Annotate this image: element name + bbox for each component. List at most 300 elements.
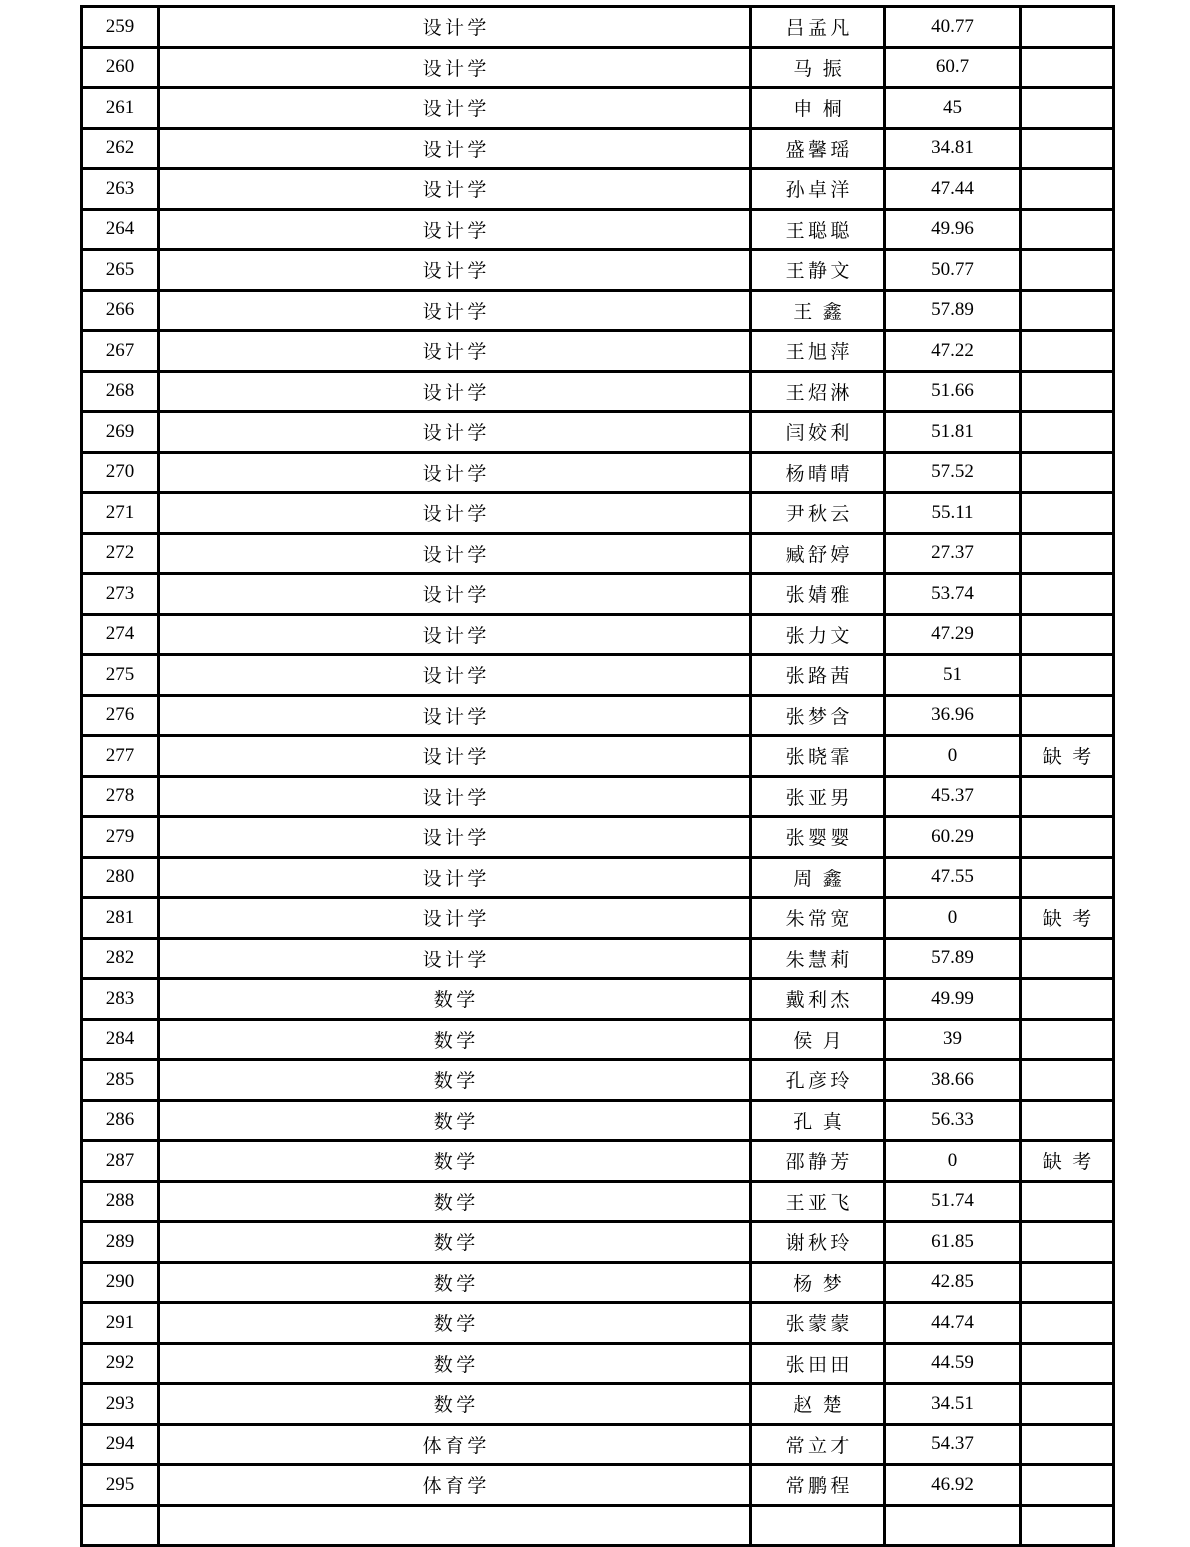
row-number-cell: 282 [82, 938, 159, 979]
row-number-cell: 266 [82, 290, 159, 331]
row-number-cell: 277 [82, 736, 159, 777]
remark-cell [1021, 1262, 1114, 1303]
name-cell [751, 290, 885, 331]
major-cell [159, 655, 751, 696]
table-row [82, 1100, 1114, 1141]
table-row [82, 614, 1114, 655]
major-cell [159, 1424, 751, 1465]
major-cell [159, 1181, 751, 1222]
major-cell [159, 1384, 751, 1425]
major-cell [159, 1060, 751, 1101]
major-label: 设计学 [422, 301, 490, 323]
major-label: 数学 [433, 1152, 479, 1174]
major-label: 设计学 [422, 18, 490, 40]
score-cell: 60.7 [885, 47, 1021, 88]
major-cell [159, 88, 751, 129]
major-label: 数学 [433, 1354, 479, 1376]
row-number-cell: 269 [82, 412, 159, 453]
table-row [82, 128, 1114, 169]
name-cell [751, 898, 885, 939]
table-row [82, 47, 1114, 88]
name-cell [751, 655, 885, 696]
major-label: 设计学 [422, 787, 490, 809]
student-name: 王聪聪 [785, 220, 853, 242]
table-row [82, 331, 1114, 372]
major-label: 设计学 [422, 544, 490, 566]
remark-cell [1021, 1465, 1114, 1506]
table-row [82, 574, 1114, 615]
score-cell: 27.37 [885, 533, 1021, 574]
student-name: 张晓霏 [785, 747, 853, 769]
student-name: 张路茜 [785, 666, 853, 688]
score-cell: 0 [885, 736, 1021, 777]
major-label: 数学 [433, 1071, 479, 1093]
student-name: 张力文 [785, 625, 853, 647]
major-cell [159, 452, 751, 493]
remark-cell [1021, 331, 1114, 372]
major-cell [159, 1100, 751, 1141]
table-row [82, 7, 1114, 48]
major-label: 设计学 [422, 382, 490, 404]
table-row [82, 493, 1114, 534]
remark-cell [1021, 1060, 1114, 1101]
name-cell [751, 695, 885, 736]
student-name: 张田田 [785, 1354, 853, 1376]
remark-cell [1021, 493, 1114, 534]
name-cell [751, 574, 885, 615]
major-label: 体育学 [422, 1435, 490, 1457]
name-cell [751, 1465, 885, 1506]
score-cell: 46.92 [885, 1465, 1021, 1506]
score-cell: 49.99 [885, 979, 1021, 1020]
name-cell [751, 371, 885, 412]
student-name: 吕孟凡 [785, 18, 853, 40]
score-cell: 0 [885, 1141, 1021, 1182]
table-row [82, 817, 1114, 858]
name-cell [751, 736, 885, 777]
major-cell [159, 614, 751, 655]
row-number-cell: 262 [82, 128, 159, 169]
table-row [82, 776, 1114, 817]
table-row [82, 1181, 1114, 1222]
name-cell [751, 1343, 885, 1384]
student-name: 张梦含 [785, 706, 853, 728]
student-name: 王炤淋 [785, 382, 853, 404]
major-cell [159, 533, 751, 574]
student-name: 王静文 [785, 261, 853, 283]
row-number-cell: 283 [82, 979, 159, 1020]
remark-cell [1021, 898, 1114, 939]
major-label: 设计学 [422, 180, 490, 202]
remark-cell [1021, 250, 1114, 291]
name-cell [751, 1424, 885, 1465]
remark-cell [1021, 776, 1114, 817]
row-number-cell: 271 [82, 493, 159, 534]
name-cell [751, 47, 885, 88]
student-name: 张婧雅 [785, 585, 853, 607]
remark-cell [1021, 412, 1114, 453]
score-cell: 50.77 [885, 250, 1021, 291]
table-row [82, 1424, 1114, 1465]
major-label: 数学 [433, 1233, 479, 1255]
score-cell: 55.11 [885, 493, 1021, 534]
row-number-cell: 270 [82, 452, 159, 493]
major-cell [159, 169, 751, 210]
student-name: 周鑫 [793, 868, 853, 890]
table-row [82, 209, 1114, 250]
score-cell: 42.85 [885, 1262, 1021, 1303]
row-number-cell [82, 1505, 159, 1546]
row-number-cell: 273 [82, 574, 159, 615]
student-name: 谢秋玲 [785, 1233, 853, 1255]
major-cell [159, 1019, 751, 1060]
table-row [82, 1019, 1114, 1060]
score-cell: 51.66 [885, 371, 1021, 412]
student-name: 马振 [793, 58, 853, 80]
major-label: 设计学 [422, 949, 490, 971]
table-row [82, 412, 1114, 453]
remark-cell [1021, 574, 1114, 615]
student-name: 尹秋云 [785, 504, 853, 526]
remark-cell [1021, 1019, 1114, 1060]
remark-cell [1021, 290, 1114, 331]
score-cell: 53.74 [885, 574, 1021, 615]
major-cell [159, 493, 751, 534]
score-cell: 44.59 [885, 1343, 1021, 1384]
name-cell [751, 614, 885, 655]
major-cell [159, 128, 751, 169]
name-cell [751, 1060, 885, 1101]
remark-cell [1021, 1222, 1114, 1263]
name-cell [751, 857, 885, 898]
name-cell [751, 1222, 885, 1263]
student-name: 杨晴晴 [785, 463, 853, 485]
major-label: 体育学 [422, 1476, 490, 1498]
row-number-cell: 286 [82, 1100, 159, 1141]
row-number-cell: 267 [82, 331, 159, 372]
score-cell: 34.81 [885, 128, 1021, 169]
student-name: 杨梦 [793, 1273, 853, 1295]
remark-cell [1021, 7, 1114, 48]
student-name: 张蒙蒙 [785, 1314, 853, 1336]
major-label: 设计学 [422, 625, 490, 647]
major-label: 设计学 [422, 261, 490, 283]
major-cell [159, 898, 751, 939]
row-number-cell: 295 [82, 1465, 159, 1506]
name-cell [751, 1100, 885, 1141]
row-number-cell: 268 [82, 371, 159, 412]
score-cell: 61.85 [885, 1222, 1021, 1263]
score-cell: 57.52 [885, 452, 1021, 493]
student-name: 张婴婴 [785, 828, 853, 850]
student-name: 臧舒婷 [785, 544, 853, 566]
major-cell [159, 857, 751, 898]
table-row [82, 1343, 1114, 1384]
score-cell: 36.96 [885, 695, 1021, 736]
name-cell [751, 1262, 885, 1303]
student-name: 常立才 [785, 1435, 853, 1457]
remark-label: 缺考 [1042, 1152, 1102, 1174]
score-cell: 57.89 [885, 290, 1021, 331]
major-cell [159, 1505, 751, 1546]
row-number-cell: 276 [82, 695, 159, 736]
row-number-cell: 290 [82, 1262, 159, 1303]
score-cell [885, 1505, 1021, 1546]
major-label: 设计学 [422, 342, 490, 364]
student-name: 闫姣利 [785, 423, 853, 445]
student-name: 朱常宽 [785, 909, 853, 931]
name-cell [751, 452, 885, 493]
row-number-cell: 287 [82, 1141, 159, 1182]
major-label: 设计学 [422, 99, 490, 121]
remark-cell [1021, 655, 1114, 696]
score-cell: 39 [885, 1019, 1021, 1060]
name-cell [751, 1303, 885, 1344]
row-number-cell: 275 [82, 655, 159, 696]
remark-cell [1021, 1424, 1114, 1465]
major-label: 设计学 [422, 666, 490, 688]
row-number-cell: 291 [82, 1303, 159, 1344]
remark-cell [1021, 128, 1114, 169]
major-cell [159, 331, 751, 372]
row-number-cell: 281 [82, 898, 159, 939]
major-label: 设计学 [422, 58, 490, 80]
score-table [80, 5, 1115, 1547]
remark-cell [1021, 979, 1114, 1020]
score-cell: 56.33 [885, 1100, 1021, 1141]
major-label: 数学 [433, 1192, 479, 1214]
row-number-cell: 284 [82, 1019, 159, 1060]
table-row [82, 169, 1114, 210]
remark-cell [1021, 736, 1114, 777]
student-name: 孔真 [793, 1111, 853, 1133]
major-cell [159, 736, 751, 777]
name-cell [751, 1505, 885, 1546]
remark-cell [1021, 1181, 1114, 1222]
score-cell: 60.29 [885, 817, 1021, 858]
name-cell [751, 169, 885, 210]
student-name: 王旭萍 [785, 342, 853, 364]
score-cell: 47.55 [885, 857, 1021, 898]
table-row [82, 250, 1114, 291]
major-label: 设计学 [422, 220, 490, 242]
student-name: 邵静芳 [785, 1152, 853, 1174]
row-number-cell: 293 [82, 1384, 159, 1425]
major-cell [159, 412, 751, 453]
remark-cell [1021, 695, 1114, 736]
row-number-cell: 274 [82, 614, 159, 655]
row-number-cell: 279 [82, 817, 159, 858]
row-number-cell: 294 [82, 1424, 159, 1465]
student-name: 申桐 [793, 99, 853, 121]
row-number-cell: 260 [82, 47, 159, 88]
name-cell [751, 533, 885, 574]
name-cell [751, 412, 885, 453]
row-number-cell: 261 [82, 88, 159, 129]
major-cell [159, 250, 751, 291]
name-cell [751, 331, 885, 372]
student-name: 朱慧莉 [785, 949, 853, 971]
remark-label: 缺考 [1042, 747, 1102, 769]
name-cell [751, 1384, 885, 1425]
major-cell [159, 979, 751, 1020]
row-number-cell: 288 [82, 1181, 159, 1222]
student-name: 盛馨瑶 [785, 139, 853, 161]
remark-cell [1021, 1384, 1114, 1425]
remark-label: 缺考 [1042, 909, 1102, 931]
remark-cell [1021, 857, 1114, 898]
score-cell: 44.74 [885, 1303, 1021, 1344]
table-row [82, 1060, 1114, 1101]
major-cell [159, 7, 751, 48]
name-cell [751, 493, 885, 534]
major-cell [159, 817, 751, 858]
table-row [82, 695, 1114, 736]
remark-cell [1021, 88, 1114, 129]
remark-cell [1021, 1505, 1114, 1546]
score-cell: 34.51 [885, 1384, 1021, 1425]
name-cell [751, 817, 885, 858]
major-cell [159, 1222, 751, 1263]
name-cell [751, 776, 885, 817]
major-label: 设计学 [422, 504, 490, 526]
score-cell: 51 [885, 655, 1021, 696]
name-cell [751, 128, 885, 169]
table-row [82, 452, 1114, 493]
table-row [82, 290, 1114, 331]
student-name: 王鑫 [793, 301, 853, 323]
partial-bottom-row [82, 1505, 1114, 1546]
table-row [82, 655, 1114, 696]
score-cell: 0 [885, 898, 1021, 939]
major-cell [159, 371, 751, 412]
row-number-cell: 263 [82, 169, 159, 210]
major-label: 设计学 [422, 463, 490, 485]
major-label: 设计学 [422, 706, 490, 728]
major-label: 设计学 [422, 909, 490, 931]
name-cell [751, 938, 885, 979]
major-cell [159, 1141, 751, 1182]
score-cell: 45.37 [885, 776, 1021, 817]
row-number-cell: 265 [82, 250, 159, 291]
table-row [82, 88, 1114, 129]
row-number-cell: 272 [82, 533, 159, 574]
major-cell [159, 47, 751, 88]
major-label: 设计学 [422, 423, 490, 445]
remark-cell [1021, 1303, 1114, 1344]
major-label: 数学 [433, 1111, 479, 1133]
student-name: 戴利杰 [785, 990, 853, 1012]
major-cell [159, 695, 751, 736]
major-cell [159, 1262, 751, 1303]
major-label: 设计学 [422, 585, 490, 607]
table-row [82, 898, 1114, 939]
table-row [82, 857, 1114, 898]
remark-cell [1021, 614, 1114, 655]
major-label: 数学 [433, 990, 479, 1012]
major-label: 设计学 [422, 139, 490, 161]
score-cell: 57.89 [885, 938, 1021, 979]
major-cell [159, 938, 751, 979]
table-row [82, 979, 1114, 1020]
row-number-cell: 285 [82, 1060, 159, 1101]
score-cell: 40.77 [885, 7, 1021, 48]
name-cell [751, 7, 885, 48]
table-row [82, 736, 1114, 777]
name-cell [751, 1141, 885, 1182]
remark-cell [1021, 452, 1114, 493]
major-cell [159, 1465, 751, 1506]
major-label: 数学 [433, 1273, 479, 1295]
remark-cell [1021, 817, 1114, 858]
score-cell: 49.96 [885, 209, 1021, 250]
score-table-body [82, 7, 1114, 1546]
remark-cell [1021, 533, 1114, 574]
major-label: 设计学 [422, 747, 490, 769]
score-cell: 47.29 [885, 614, 1021, 655]
row-number-cell: 259 [82, 7, 159, 48]
table-row [82, 1384, 1114, 1425]
student-name: 王亚飞 [785, 1192, 853, 1214]
student-name: 侯月 [793, 1030, 853, 1052]
name-cell [751, 250, 885, 291]
remark-cell [1021, 169, 1114, 210]
table-row [82, 1262, 1114, 1303]
remark-cell [1021, 371, 1114, 412]
row-number-cell: 264 [82, 209, 159, 250]
name-cell [751, 1181, 885, 1222]
major-label: 设计学 [422, 828, 490, 850]
student-name: 孔彦玲 [785, 1071, 853, 1093]
table-row [82, 533, 1114, 574]
name-cell [751, 979, 885, 1020]
remark-cell [1021, 209, 1114, 250]
score-cell: 38.66 [885, 1060, 1021, 1101]
remark-cell [1021, 938, 1114, 979]
name-cell [751, 88, 885, 129]
major-cell [159, 574, 751, 615]
table-row [82, 1141, 1114, 1182]
table-row [82, 1465, 1114, 1506]
row-number-cell: 280 [82, 857, 159, 898]
table-row [82, 1303, 1114, 1344]
score-cell: 47.44 [885, 169, 1021, 210]
score-cell: 47.22 [885, 331, 1021, 372]
remark-cell [1021, 1343, 1114, 1384]
table-row [82, 371, 1114, 412]
major-cell [159, 290, 751, 331]
major-cell [159, 1343, 751, 1384]
student-name: 赵楚 [793, 1395, 853, 1417]
major-label: 数学 [433, 1395, 479, 1417]
score-cell: 51.81 [885, 412, 1021, 453]
major-cell [159, 1303, 751, 1344]
name-cell [751, 1019, 885, 1060]
row-number-cell: 292 [82, 1343, 159, 1384]
major-label: 数学 [433, 1314, 479, 1336]
remark-cell [1021, 1100, 1114, 1141]
student-name: 常鹏程 [785, 1476, 853, 1498]
row-number-cell: 289 [82, 1222, 159, 1263]
table-row [82, 938, 1114, 979]
remark-cell [1021, 47, 1114, 88]
name-cell [751, 209, 885, 250]
score-cell: 54.37 [885, 1424, 1021, 1465]
major-cell [159, 776, 751, 817]
remark-cell [1021, 1141, 1114, 1182]
major-cell [159, 209, 751, 250]
score-cell: 51.74 [885, 1181, 1021, 1222]
